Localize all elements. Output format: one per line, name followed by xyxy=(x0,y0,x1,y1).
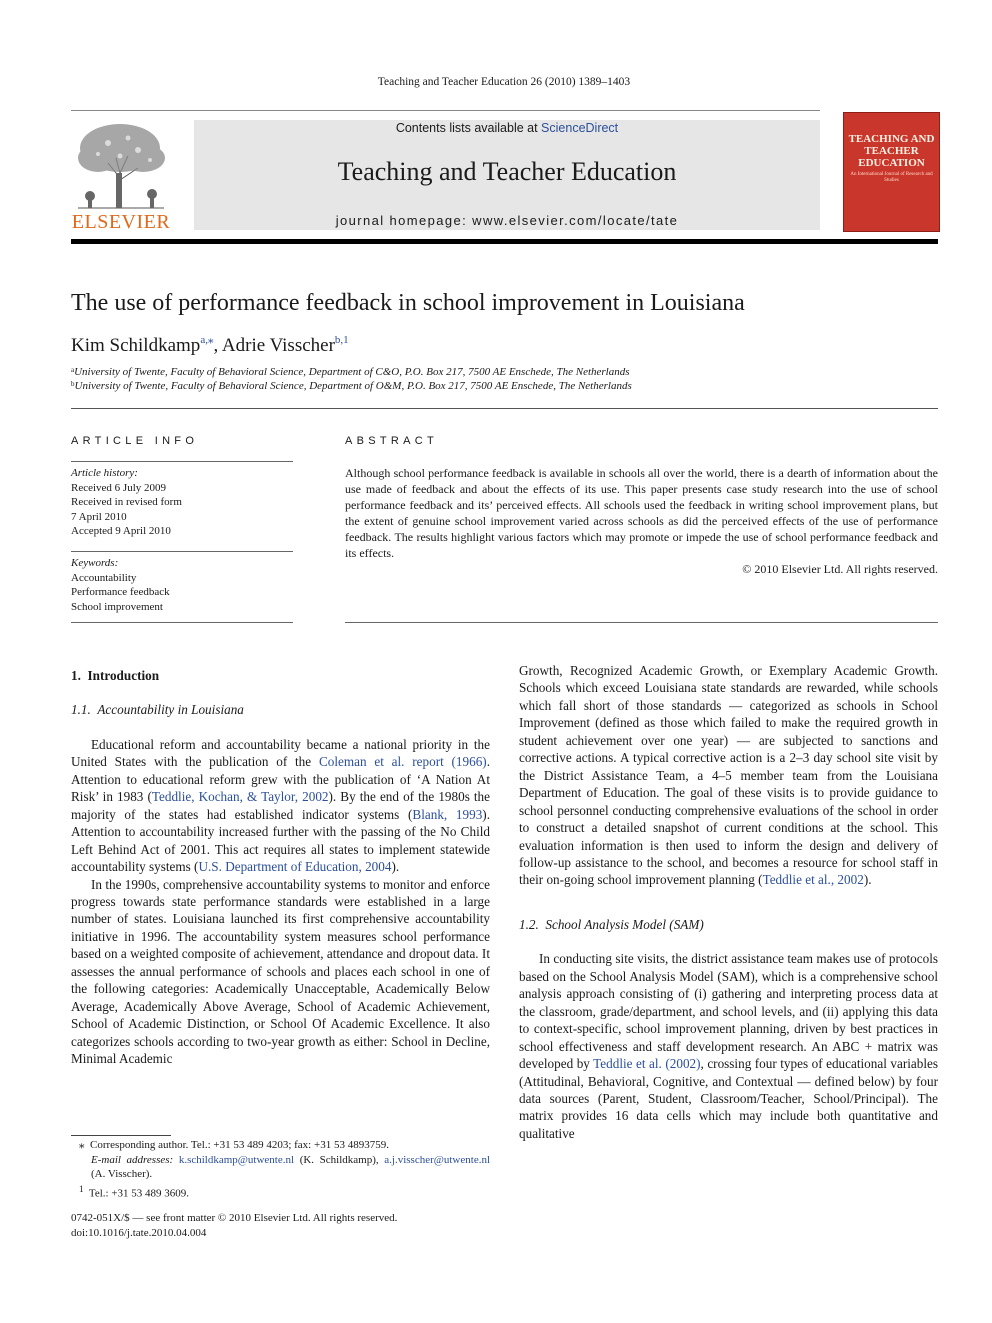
text-run: Educational reform and accountability became a national priority in the United States with the publication of the xyxy=(71,736,490,770)
paragraph xyxy=(519,662,938,889)
text-run: In the 1990s, comprehensive accountability systems to monitor and enforce progress towards state performance standards were established in a large number of states. Louisiana launched its first comprehensive accountability initiative in 1996. The accountability system measures school performance based on a weighted composite of achievement, attendance and dropout data. It assesses the annual performance of schools and places each school in one of the following categories: Academically Unacceptable, Academically Below Average, Academically Above Average, School of Academic Achievement, School of Academic Distinction, or School Of Academic Excellence. It also categorizes schools according to two-year growth as either: School in Decline, Minimal Academic xyxy=(71,876,490,1067)
paragraph xyxy=(71,876,490,1068)
info-rule xyxy=(71,461,293,462)
abstract-copyright: © 2010 Elsevier Ltd. All rights reserved. xyxy=(742,562,938,576)
contents-availability: Contents lists available at ScienceDirect xyxy=(395,121,619,135)
journal-cover[interactable] xyxy=(843,112,940,232)
email-link[interactable]: a.j.visscher@utwente.nl xyxy=(384,1153,491,1166)
info-rule xyxy=(71,622,293,623)
footnote-corresponding: ⁎ Corresponding author. Tel.: +31 53 489 4203; fax: +31 53 4893759. E-mail addresses: k.schildkamp@utwente.nl (K. Schildkamp), a.j.visscher@utwente.nl (A. Visscher). $^1$ Tel.: +31 53 489 3609. xyxy=(79,1139,491,1200)
text-run: ). By the end of the 1980s the majority of the states had established indicator systems ( xyxy=(71,789,491,822)
text-run: . Attention to educational reform grew with the publication of ‘A Nation At Risk’ in 1983 ( xyxy=(71,754,490,805)
keyword: Performance feedback xyxy=(71,586,170,598)
article-history: Article history: Received 6 July 2009 Received in revised form 7 April 2010 Accepted 9 April 2010 xyxy=(71,467,182,537)
citation-link[interactable]: Teddlie et al., 2002 xyxy=(762,872,864,888)
info-rule xyxy=(71,551,293,552)
text-run: ). xyxy=(863,872,872,888)
text-run: Growth, Recognized Academic Growth, or Exemplary Academic Growth. Schools which exceed Louisiana state standards are rewarded, while schools which fall short of those standards — categorized as schools in School Improvement (defined as those which failed to make the required growth in student achievement over one year) — are subjected to sanctions and corrective actions. A typical corrective action is a 2–3 day school site visit by the District Assistance Team, a 4–5 member team from the Louisiana Department of Education. The goal of these visits is to provide guidance to school personnel conducting comprehensive evaluations of the school in order to construct a detailed snapshot of current conditions at the school. This evaluation information is then used to inform the design and delivery of follow-up assistance to the school, and becomes a resource for school staff in their on-going school improvement planning ( xyxy=(519,663,938,888)
cover-title: TEACHING AND TEACHER EDUCATION xyxy=(848,133,935,169)
keywords: Keywords: Accountability Performance feedback School improvement xyxy=(71,557,170,613)
sciencedirect-link[interactable]: ScienceDirect xyxy=(541,121,619,135)
elsevier-wordmark: ELSEVIER xyxy=(71,211,171,233)
citation-link[interactable]: Teddlie et al. (2002) xyxy=(593,1056,701,1072)
affiliation-b: $^b$University of Twente, Faculty of Behavioral Science, Department of O&M, P.O. Box 217, 7500 AE Enschede, The Netherlands xyxy=(71,380,632,392)
text-run: In conducting site visits, the district assistance team makes use of protocols based on the School Analysis Model (SAM), which is a comprehensive school analysis approach consisting of (i) gathering and interpreting process data at the classroom, grade/department, and school levels, and (ii) applying this data to context-specific, school improvement planning, driven by best practices in school effectiveness and staff development research. An ABC + matrix was developed by xyxy=(519,951,938,1072)
email-link[interactable]: k.schildkamp@utwente.nl xyxy=(178,1153,295,1166)
header-thick-rule xyxy=(71,239,938,244)
subsection-heading: 1.2. School Analysis Model (SAM) xyxy=(519,916,704,932)
paragraph xyxy=(519,950,938,1142)
cover-subtitle: An International Journal of Research and Studies xyxy=(850,172,933,183)
abstract-heading: ABSTRACT xyxy=(345,435,439,447)
article-bottom-info xyxy=(71,1211,397,1240)
citation-link[interactable]: Coleman et al. report (1966) xyxy=(318,754,487,770)
keyword: Accountability xyxy=(71,571,137,584)
abstract-rule xyxy=(345,622,938,623)
text-run: ). xyxy=(391,859,400,875)
footnote-rule xyxy=(71,1135,171,1136)
keyword: School improvement xyxy=(71,600,163,613)
issn-line: 0742-051X/$ — see front matter © 2010 Elsevier Ltd. All rights reserved. xyxy=(71,1212,398,1224)
section-heading: 1. Introduction xyxy=(71,668,160,683)
author-list: Kim Schildkamp$^{a,⁎}$, Adrie Visscher$^{b,1}$ xyxy=(71,334,349,356)
text-run: ). Attention to accountability increased further with the passing of the No Child Left Behind Act of 2001. This act requires all states to implement statewide accountability systems ( xyxy=(71,806,490,875)
journal-name: Teaching and Teacher Education xyxy=(337,157,677,186)
citation-link[interactable]: Blank, 1993 xyxy=(412,806,483,822)
header-rule xyxy=(71,110,820,111)
tree-icon xyxy=(68,118,174,210)
author-affil-mark[interactable]: b,1 xyxy=(334,334,349,346)
article-title: The use of performance feedback in school improvement in Louisiana xyxy=(71,290,745,316)
author-name[interactable]: Adrie Visscher xyxy=(221,335,335,356)
article-info-heading: ARTICLE INFO xyxy=(71,435,199,447)
author-affil-mark[interactable]: a,⁎ xyxy=(200,334,214,346)
doi-line[interactable]: doi:10.1016/j.tate.2010.04.004 xyxy=(71,1226,207,1239)
title-rule xyxy=(71,408,938,409)
text-run: , crossing four types of educational variables (Attitudinal, Behavioral, Cognitive, and Contextual — defined below) by four data sources (Parent, Student, Classroom/Teacher, School/Principal). The matrix provides 16 data cells which may include both quantitative and qualitative xyxy=(519,1056,938,1141)
body-right-column xyxy=(519,662,938,1142)
abstract-text: Although school performance feedback is available in schools all over the world, there is a dearth of information about the use made of feedback and about the effects of its use. This paper presents case study research into the use of school performance feedback and its’ perceived effects. All schools used the feedback in writing school improvement plans, but the extent of genuine school improvement varied across schools as did the perceived effects of the use of performance feedback. The results highlight various factors which may promote or impede the use of school performance feedback and its effects. xyxy=(345,466,938,560)
journal-citation: Teaching and Teacher Education 26 (2010) 1389–1403 xyxy=(377,76,631,88)
affiliation-a: $^a$University of Twente, Faculty of Behavioral Science, Department of C&O, P.O. Box 217, 7500 AE Enschede, The Netherlands xyxy=(71,366,630,378)
paragraph xyxy=(71,736,490,876)
citation-link[interactable]: Teddlie, Kochan, & Taylor, 2002 xyxy=(151,789,329,805)
citation-link[interactable]: U.S. Department of Education, 2004 xyxy=(198,859,392,875)
elsevier-logo[interactable] xyxy=(68,118,174,234)
journal-homepage[interactable]: journal homepage: www.elsevier.com/locate/tate xyxy=(335,213,679,228)
body-left-column xyxy=(71,667,490,1068)
author-name[interactable]: Kim Schildkamp xyxy=(71,335,201,356)
subsection-heading: 1.1. Accountability in Louisiana xyxy=(71,702,244,718)
